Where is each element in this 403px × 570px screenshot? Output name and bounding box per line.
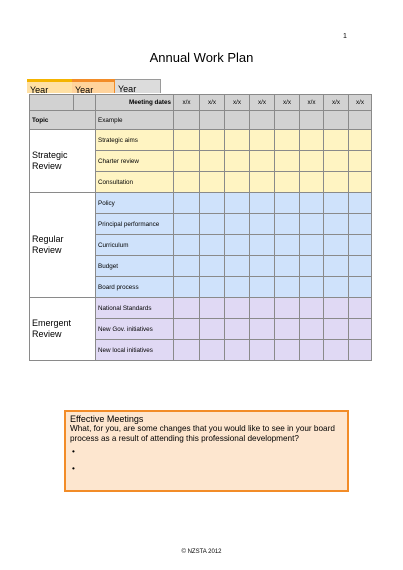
- meeting-date-cell[interactable]: x/x: [349, 95, 372, 111]
- meeting-date-cell[interactable]: x/x: [275, 95, 300, 111]
- plan-cell[interactable]: [174, 298, 200, 319]
- year-tab-2: Year: [72, 79, 117, 93]
- plan-cell[interactable]: [349, 277, 372, 298]
- copyright-footer: © NZSTA 2012: [181, 549, 222, 555]
- effective-meetings-question: What, for you, are some changes that you would like to see in your board process as a result of attending this professional development?: [70, 424, 335, 443]
- plan-cell[interactable]: [250, 111, 275, 130]
- plan-cell[interactable]: [324, 193, 349, 214]
- plan-cell[interactable]: [275, 298, 300, 319]
- plan-cell[interactable]: [324, 214, 349, 235]
- plan-cell[interactable]: [324, 111, 349, 130]
- plan-cell[interactable]: [225, 172, 250, 193]
- plan-cell[interactable]: [300, 130, 324, 151]
- plan-row: [30, 193, 372, 214]
- plan-cell[interactable]: [200, 193, 225, 214]
- plan-cell[interactable]: [300, 193, 324, 214]
- topic-item-label: Budget: [96, 256, 174, 277]
- page-title: Annual Work Plan: [149, 50, 254, 65]
- plan-cell[interactable]: [250, 151, 275, 172]
- plan-cell[interactable]: [200, 277, 225, 298]
- topic-row: [30, 111, 372, 130]
- plan-cell[interactable]: [300, 214, 324, 235]
- plan-cell[interactable]: [200, 235, 225, 256]
- plan-cell[interactable]: [275, 340, 300, 361]
- plan-cell[interactable]: [324, 235, 349, 256]
- topic-item-label: National Standards: [96, 298, 174, 319]
- plan-cell[interactable]: [225, 214, 250, 235]
- plan-cell[interactable]: [225, 277, 250, 298]
- plan-cell[interactable]: [250, 172, 275, 193]
- topic-item-label: Consultation: [96, 172, 174, 193]
- plan-cell[interactable]: [200, 151, 225, 172]
- page-number: 1: [343, 33, 347, 40]
- plan-cell[interactable]: [275, 235, 300, 256]
- plan-cell[interactable]: [275, 193, 300, 214]
- plan-cell[interactable]: [225, 193, 250, 214]
- meeting-date-cell[interactable]: x/x: [200, 95, 225, 111]
- plan-cell[interactable]: [225, 235, 250, 256]
- plan-cell[interactable]: [174, 214, 200, 235]
- plan-cell[interactable]: [250, 193, 275, 214]
- plan-cell[interactable]: [349, 193, 372, 214]
- plan-cell[interactable]: [324, 130, 349, 151]
- plan-cell[interactable]: [300, 151, 324, 172]
- plan-cell[interactable]: [349, 130, 372, 151]
- plan-cell[interactable]: [200, 298, 225, 319]
- plan-cell[interactable]: [349, 256, 372, 277]
- plan-cell[interactable]: [300, 340, 324, 361]
- plan-cell[interactable]: [174, 193, 200, 214]
- year-tab-1: Year: [27, 79, 73, 93]
- plan-cell[interactable]: [275, 319, 300, 340]
- plan-cell[interactable]: [349, 235, 372, 256]
- plan-cell[interactable]: [174, 256, 200, 277]
- plan-cell[interactable]: [300, 235, 324, 256]
- year-tab-3: Year: [115, 79, 161, 93]
- effective-meetings-box: [64, 410, 349, 492]
- meeting-date-cell[interactable]: x/x: [174, 95, 200, 111]
- plan-cell[interactable]: [174, 172, 200, 193]
- topic-item-label: Board process: [96, 277, 174, 298]
- plan-cell[interactable]: [174, 277, 200, 298]
- plan-cell[interactable]: [250, 256, 275, 277]
- topic-label: Topic: [30, 111, 96, 130]
- section-label: Regular Review: [30, 193, 96, 298]
- header-blank-cell: [30, 95, 74, 111]
- plan-cell[interactable]: [300, 172, 324, 193]
- plan-cell[interactable]: [300, 256, 324, 277]
- topic-item-label: New local initiatives: [96, 340, 174, 361]
- bullet-item[interactable]: •: [72, 464, 75, 473]
- plan-cell[interactable]: [275, 130, 300, 151]
- meeting-date-cell[interactable]: x/x: [324, 95, 349, 111]
- plan-cell[interactable]: [250, 214, 275, 235]
- plan-cell[interactable]: [225, 151, 250, 172]
- plan-cell[interactable]: [250, 277, 275, 298]
- topic-item-label: Principal performance: [96, 214, 174, 235]
- plan-cell[interactable]: [174, 340, 200, 361]
- plan-row: [30, 298, 372, 319]
- meeting-date-cell[interactable]: x/x: [300, 95, 324, 111]
- plan-cell[interactable]: [174, 151, 200, 172]
- meeting-date-cell[interactable]: x/x: [250, 95, 275, 111]
- plan-cell[interactable]: [275, 277, 300, 298]
- plan-cell[interactable]: [225, 319, 250, 340]
- plan-cell[interactable]: [174, 111, 200, 130]
- plan-cell[interactable]: [349, 319, 372, 340]
- plan-cell[interactable]: [225, 298, 250, 319]
- plan-cell[interactable]: [225, 340, 250, 361]
- plan-cell[interactable]: [174, 319, 200, 340]
- plan-cell[interactable]: [200, 130, 225, 151]
- example-label: Example: [96, 111, 174, 130]
- plan-cell[interactable]: [349, 298, 372, 319]
- plan-cell[interactable]: [300, 319, 324, 340]
- topic-item-label: Curriculum: [96, 235, 174, 256]
- plan-cell[interactable]: [300, 298, 324, 319]
- plan-cell[interactable]: [200, 319, 225, 340]
- plan-cell[interactable]: [349, 111, 372, 130]
- plan-cell[interactable]: [324, 172, 349, 193]
- effective-meetings-title: Effective Meetings: [70, 414, 144, 424]
- plan-cell[interactable]: [324, 298, 349, 319]
- plan-cell[interactable]: [324, 340, 349, 361]
- section-label: Strategic Review: [30, 130, 96, 193]
- plan-cell[interactable]: [275, 214, 300, 235]
- plan-cell[interactable]: [174, 235, 200, 256]
- work-plan-table: [29, 94, 372, 361]
- plan-cell[interactable]: [200, 172, 225, 193]
- plan-cell[interactable]: [275, 111, 300, 130]
- plan-cell[interactable]: [349, 214, 372, 235]
- plan-cell[interactable]: [324, 319, 349, 340]
- plan-cell[interactable]: [275, 172, 300, 193]
- plan-cell[interactable]: [275, 256, 300, 277]
- section-label: Emergent Review: [30, 298, 96, 361]
- meeting-dates-row: [30, 95, 372, 111]
- plan-cell[interactable]: [324, 256, 349, 277]
- topic-item-label: Charter review: [96, 151, 174, 172]
- plan-cell[interactable]: [250, 130, 275, 151]
- plan-cell[interactable]: [225, 256, 250, 277]
- plan-cell[interactable]: [250, 319, 275, 340]
- plan-row: [30, 130, 372, 151]
- header-blank-cell: [74, 95, 96, 111]
- plan-cell[interactable]: [174, 130, 200, 151]
- plan-cell[interactable]: [349, 340, 372, 361]
- topic-item-label: New Gov. initiatives: [96, 319, 174, 340]
- topic-item-label: Strategic aims: [96, 130, 174, 151]
- plan-cell[interactable]: [250, 340, 275, 361]
- plan-cell[interactable]: [300, 111, 324, 130]
- plan-cell[interactable]: [324, 277, 349, 298]
- plan-cell[interactable]: [200, 256, 225, 277]
- plan-cell[interactable]: [324, 151, 349, 172]
- plan-cell[interactable]: [225, 130, 250, 151]
- bullet-item[interactable]: •: [72, 447, 75, 456]
- plan-cell[interactable]: [200, 111, 225, 130]
- plan-cell[interactable]: [300, 277, 324, 298]
- plan-cell[interactable]: [349, 151, 372, 172]
- plan-cell[interactable]: [349, 172, 372, 193]
- plan-cell[interactable]: [200, 214, 225, 235]
- plan-cell[interactable]: [200, 340, 225, 361]
- plan-cell[interactable]: [250, 235, 275, 256]
- plan-cell[interactable]: [275, 151, 300, 172]
- plan-cell[interactable]: [250, 298, 275, 319]
- meeting-dates-label: Meeting dates: [96, 95, 174, 111]
- meeting-date-cell[interactable]: x/x: [225, 95, 250, 111]
- topic-item-label: Policy: [96, 193, 174, 214]
- plan-cell[interactable]: [225, 111, 250, 130]
